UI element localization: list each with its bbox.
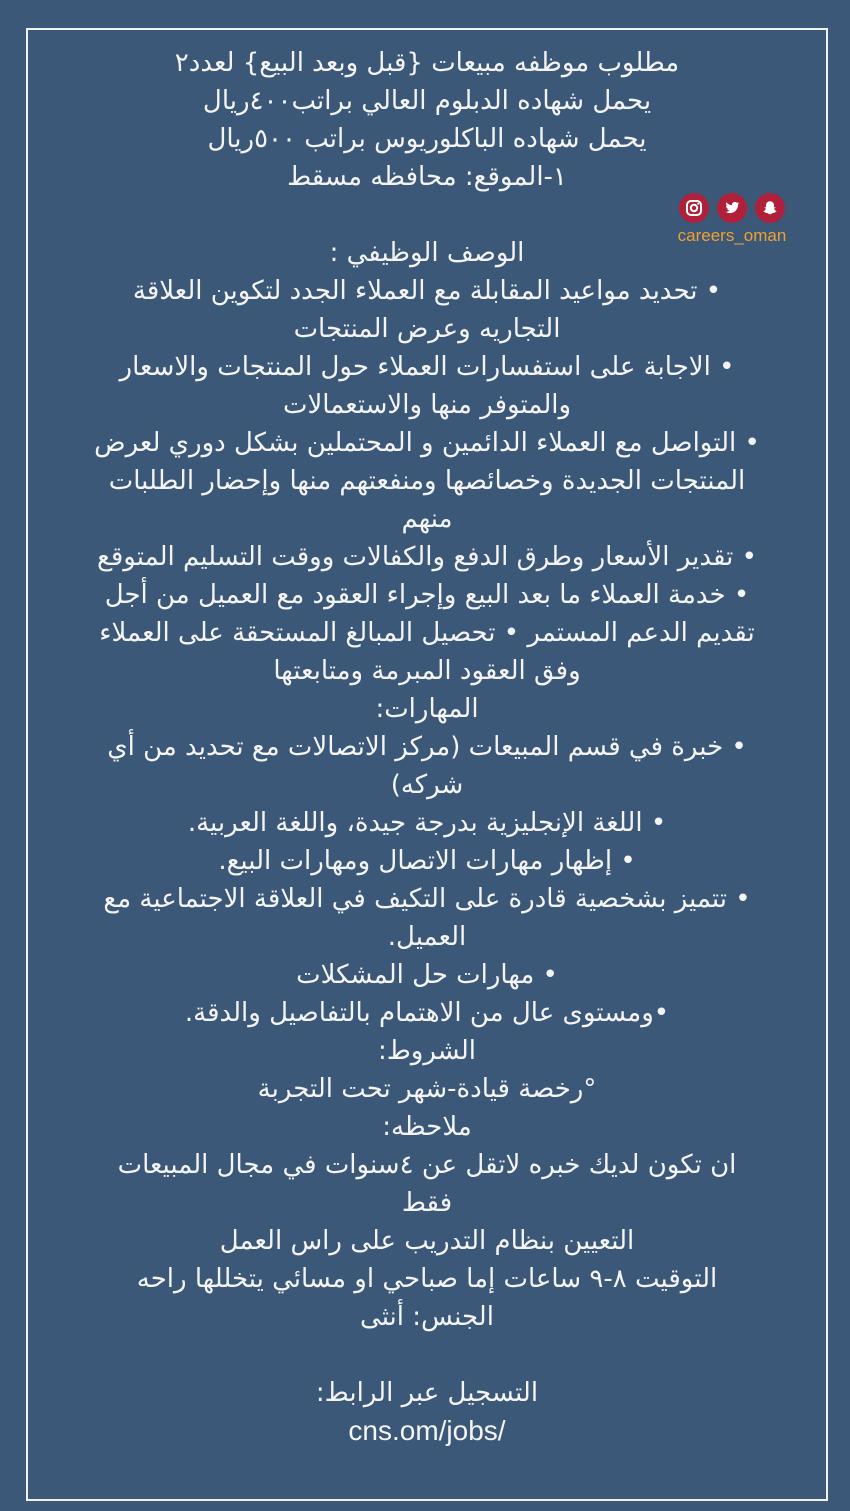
text-line: الجنس: أنثى <box>360 1302 494 1332</box>
text-line: ان تكون لديك خبره لاتقل عن ٤سنوات في مجال المبيعات <box>117 1150 737 1180</box>
section-heading: الوصف الوظيفي : <box>329 238 525 268</box>
title-line: مطلوب موظفه مبيعات {قبل وبعد البيع} لعدد٢ <box>174 48 680 78</box>
text-line: التجاريه وعرض المنتجات <box>293 314 561 344</box>
text-line: التعيين بنظام التدريب على راس العمل <box>219 1226 635 1256</box>
text-line: التوقيت ٨-٩ ساعات إما صباحي او مسائي يتخللها راحه <box>136 1264 718 1294</box>
section-heading: المهارات: <box>375 694 479 724</box>
text-line: • اللغة الإنجليزية بدرجة جيدة، واللغة العربية. <box>187 808 667 838</box>
section-heading: الشروط: <box>377 1036 477 1066</box>
text-line: • خبرة في قسم المبيعات (مركز الاتصالات مع تحديد من أي <box>107 732 747 762</box>
brand-handle: careers_oman <box>677 226 787 245</box>
text-line: تقديم الدعم المستمر • تحصيل المبالغ المستحقة على العملاء <box>99 618 755 648</box>
text-line: يحمل شهاده الدبلوم العالي براتب٤٠٠ريال <box>202 86 652 116</box>
twitter-icon <box>717 193 747 223</box>
text-line: ١-الموقع: محافظه مسقط <box>287 162 567 192</box>
brand-watermark <box>662 192 802 246</box>
text-line: العميل. <box>387 922 467 952</box>
text-line: • تقدير الأسعار وطرق الدفع والكفالات ووقت التسليم المتوقع <box>97 542 757 572</box>
text-line: شركه) <box>390 770 464 800</box>
instagram-icon <box>679 193 709 223</box>
spacer <box>32 1336 822 1374</box>
text-line: المنتجات الجديدة وخصائصها ومنفعتهم منها وإحضار الطلبات <box>108 466 746 496</box>
section-heading: ملاحظه: <box>382 1112 472 1142</box>
social-icons <box>662 192 802 224</box>
text-line: منهم <box>401 504 453 534</box>
snapchat-icon <box>755 193 785 223</box>
text-line: °رخصة قيادة-شهر تحت التجربة <box>257 1074 597 1104</box>
text-line: • الاجابة على استفسارات العملاء حول المنتجات والاسعار <box>119 352 735 382</box>
text-line: • تحديد مواعيد المقابلة مع العملاء الجدد لتكوين العلاقة <box>132 276 722 306</box>
text-line: وفق العقود المبرمة ومتابعتها <box>273 656 581 686</box>
job-posting-text <box>32 44 822 1450</box>
text-line: فقط <box>401 1188 453 1218</box>
text-line: •ومستوى عال من الاهتمام بالتفاصيل والدقة. <box>184 998 670 1028</box>
registration-label: التسجيل عبر الرابط: <box>315 1378 539 1408</box>
registration-link[interactable]: cns.om/jobs/ <box>348 1415 506 1446</box>
text-line: • التواصل مع العملاء الدائمين و المحتملين بشكل دوري لعرض <box>94 428 760 458</box>
text-line: • إظهار مهارات الاتصال ومهارات البيع. <box>218 846 636 876</box>
text-line: والمتوفر منها والاستعمالات <box>282 390 572 420</box>
text-line: • تتميز بشخصية قادرة على التكيف في العلاقة الاجتماعية مع <box>103 884 751 914</box>
text-line: • خدمة العملاء ما بعد البيع وإجراء العقود مع العميل من أجل <box>104 580 750 610</box>
text-line: يحمل شهاده الباكلوريوس براتب ٥٠٠ريال <box>207 124 647 154</box>
text-line: • مهارات حل المشكلات <box>296 960 558 990</box>
